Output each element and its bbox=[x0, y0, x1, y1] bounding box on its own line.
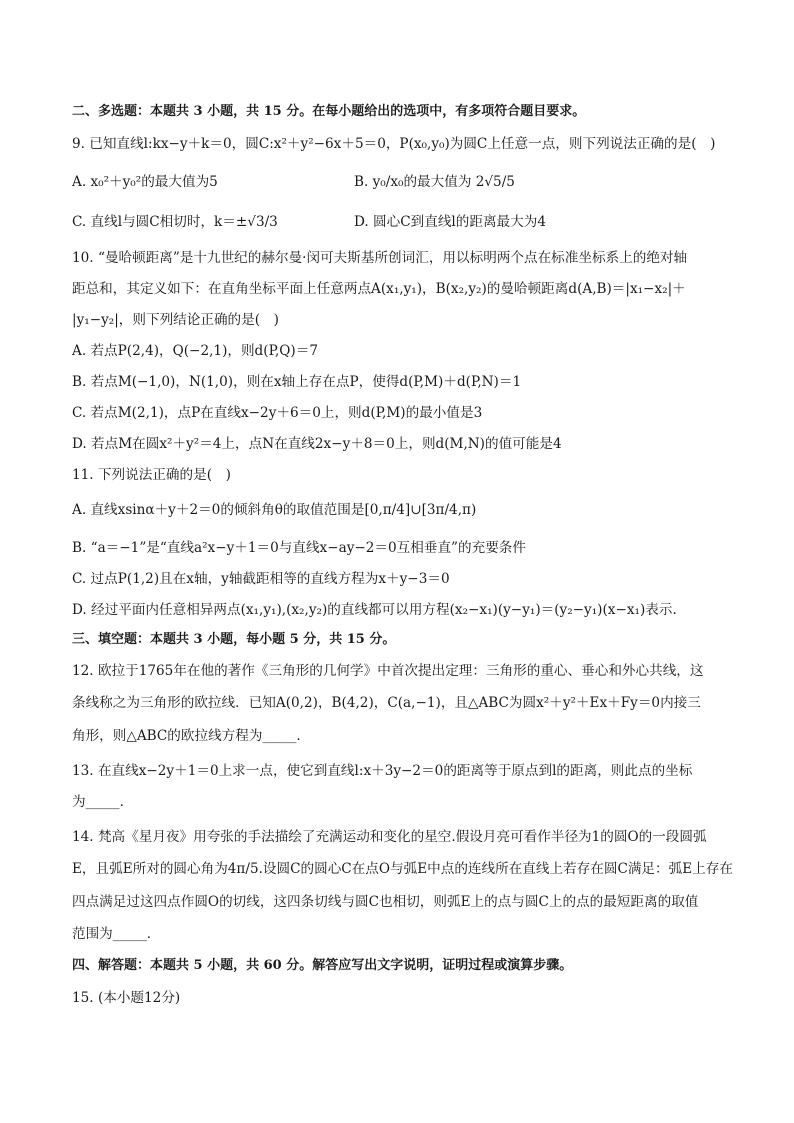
section-solution-header: 四、解答题：本题共 5 小题，共 60 分。解答应写出文字说明，证明过程或演算步骤。 bbox=[72, 958, 573, 973]
q11-stem: 11. 下列说法正确的是( ) bbox=[72, 467, 231, 483]
q10-stem-line-3: |y₁−y₂|，则下列结论正确的是( ) bbox=[72, 312, 279, 328]
q9-option-d: D. 圆心C到直线l的距离最大为4 bbox=[354, 214, 546, 230]
q14-line-1: 14. 梵高《星月夜》用夸张的手法描绘了充满运动和变化的星空.假设月亮可看作半径为1的圆O的一段圆弧 bbox=[72, 829, 707, 845]
q11-option-b: B. “a＝−1”是“直线a²x−y＋1＝0与直线x−ay−2＝0互相垂直”的充要条件 bbox=[72, 540, 526, 556]
q14-line-4: 范围为_____． bbox=[72, 926, 161, 942]
q13-line-2: 为_____． bbox=[72, 794, 134, 810]
q14-line-3: 四点满足过这四点作圆O的切线，这四条切线与圆C也相切，则弧E上的点与圆C上的点的最短距离的取值 bbox=[72, 894, 699, 910]
section-fill-in-header: 三、填空题：本题共 3 小题，每小题 5 分，共 15 分。 bbox=[72, 632, 396, 647]
q10-option-d: D. 若点M在圆x²＋y²＝4上，点N在直线2x−y＋8＝0上，则d(M,N)的值可能是4 bbox=[72, 436, 562, 452]
q15-header: 15. (本小题12分) bbox=[72, 990, 181, 1006]
q11-option-d: D. 经过平面内任意相异两点(x₁,y₁),(x₂,y₂)的直线都可以用方程(x₂−x₁)(y−y₁)＝(y₂−y₁)(x−x₁)表示. bbox=[72, 602, 677, 618]
q10-option-a: A. 若点P(2,4)，Q(−2,1)，则d(P,Q)＝7 bbox=[72, 343, 318, 359]
q10-option-b: B. 若点M(−1,0)，N(1,0)，则在x轴上存在点P，使得d(P,M)＋d(P,N)＝1 bbox=[72, 374, 522, 390]
q13-line-1: 13. 在直线x−2y＋1＝0上求一点，使它到直线l:x＋3y−2＝0的距离等于原点到l的距离，则此点的坐标 bbox=[72, 763, 693, 779]
q9-option-c: C. 直线l与圆C相切时，k＝±√3/3 bbox=[72, 214, 278, 230]
q12-line-1: 12. 欧拉于1765年在他的著作《三角形的几何学》中首次提出定理：三角形的重心、垂心和外心共线，这 bbox=[72, 663, 704, 679]
section-multiple-choice-header: 二、多选题：本题共 3 小题，共 15 分。在每小题给出的选项中，有多项符合题目要求。 bbox=[72, 104, 586, 119]
q12-line-3: 角形，则△ABC的欧拉线方程为_____． bbox=[72, 728, 311, 744]
q9-stem: 9. 已知直线l:kx−y＋k＝0，圆C:x²＋y²−6x＋5＝0，P(x₀,y₀)为圆C上任意一点，则下列说法正确的是( ) bbox=[72, 136, 716, 152]
q14-line-2: E，且弧E所对的圆心角为4π/5.设圆C的圆心C在点O与弧E中点的连线所在直线上若存在圆C满足：弧E上存在 bbox=[72, 861, 733, 877]
q10-stem-line-1: 10. “曼哈顿距离”是十九世纪的赫尔曼·闵可夫斯基所创词汇，用以标明两个点在标准坐标系上的绝对轴 bbox=[72, 250, 688, 266]
q11-option-a: A. 直线xsinα＋y＋2＝0的倾斜角θ的取值范围是[0,π/4]∪[3π/4,π) bbox=[72, 502, 477, 518]
q10-stem-line-2: 距总和，其定义如下：在直角坐标平面上任意两点A(x₁,y₁)，B(x₂,y₂)的曼哈顿距离d(A,B)＝|x₁−x₂|＋ bbox=[72, 281, 686, 297]
q11-option-c: C. 过点P(1,2)且在x轴，y轴截距相等的直线方程为x＋y−3＝0 bbox=[72, 571, 450, 587]
q12-line-2: 条线称之为三角形的欧拉线．已知A(0,2)，B(4,2)，C(a,−1)，且△ABC为圆x²＋y²＋Ex＋Fy＝0内接三 bbox=[72, 695, 701, 711]
q9-options-row-1 bbox=[72, 172, 636, 192]
q9-options-row-2 bbox=[72, 212, 636, 232]
q9-option-a: A. x₀²＋y₀²的最大值为5 bbox=[72, 174, 218, 190]
q9-option-b: B. y₀/x₀的最大值为 2√5/5 bbox=[354, 174, 515, 190]
q10-option-c: C. 若点M(2,1)，点P在直线x−2y＋6＝0上，则d(P,M)的最小值是3 bbox=[72, 405, 483, 421]
